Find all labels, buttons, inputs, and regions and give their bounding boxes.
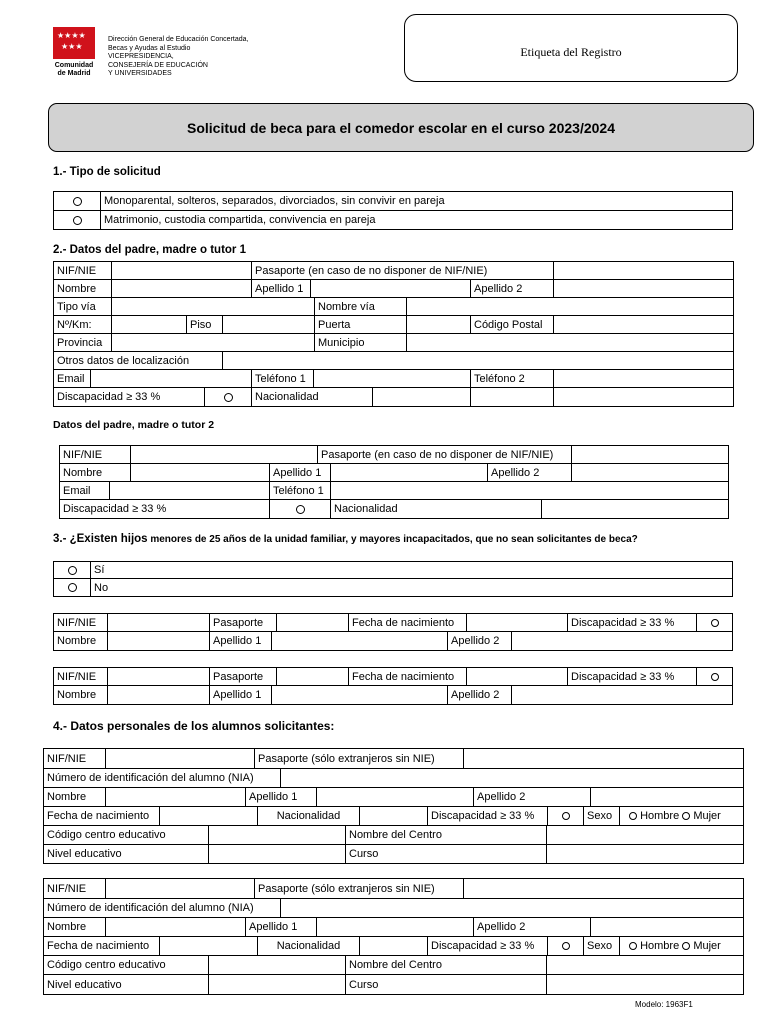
hijo1-pasaporte-field[interactable]	[276, 614, 348, 631]
alumno2-apellido2-field[interactable]	[590, 918, 743, 936]
registro-label: Etiqueta del Registro	[520, 45, 622, 59]
hijo2-discapacidad-radio[interactable]	[711, 673, 719, 681]
logo-text-line-2: de Madrid	[57, 70, 91, 77]
alumno2-codigo-centro-field[interactable]	[208, 956, 345, 974]
alumno2-nivel-field[interactable]	[208, 975, 345, 994]
hijo-2-table: NIF/NIE Pasaporte Fecha de nacimiento Discapacidad ≥ 33 % Nombre Apellido 1 Apellido 2	[53, 667, 733, 705]
tutor1-discapacidad-radio[interactable]	[224, 393, 233, 402]
alumno1-pasaporte-field[interactable]	[463, 749, 743, 768]
alumno-1-table: NIF/NIE Pasaporte (sólo extranjeros sin NIE) Número de identificación del alumno (NIA) Nombre Apellido 1 Apellido 2 Fecha de nacimiento Nacionalidad Discapacidad ≥ 33 % Sexo Hombre Mujer Código centro educativo Nombre del Centro Nivel educativo Curso	[43, 748, 744, 864]
hijo2-apellido1-field[interactable]	[271, 686, 447, 704]
tutor1-otros-field[interactable]	[222, 352, 733, 369]
hijo1-discapacidad-radio[interactable]	[711, 619, 719, 627]
tutor2-apellido2-field[interactable]	[571, 464, 728, 481]
hijo1-nombre-field[interactable]	[107, 632, 209, 650]
modelo-code: Modelo: 1963F1	[635, 1000, 693, 1009]
alumno2-nombre-centro-field[interactable]	[546, 956, 743, 974]
option-matrimonio-label: Matrimonio, custodia compartida, convivencia en pareja	[100, 211, 732, 229]
alumno1-nombre-centro-field[interactable]	[546, 826, 743, 844]
tutor-1-table: NIF/NIE Pasaporte (en caso de no disponer de NIF/NIE) Nombre Apellido 1 Apellido 2 Tipo vía Nombre vía Nº/Km: Piso Puerta Código Postal Provincia Municipio Otros datos de localización Email Teléfono 1 Teléfono 2 Discapacidad ≥ 33 % Nacionalidad	[53, 261, 734, 407]
tutor1-cp-field[interactable]	[553, 316, 733, 333]
alumno1-apellido1-field[interactable]	[316, 788, 473, 806]
alumno2-nia-field[interactable]	[280, 899, 743, 917]
section-4-title: 4.- Datos personales de los alumnos solicitantes:	[53, 719, 335, 733]
tutor2-pasaporte-field[interactable]	[571, 446, 728, 463]
tutor2-telefono1-field[interactable]	[330, 482, 728, 499]
alumno1-fecha-field[interactable]	[159, 807, 257, 825]
hijo1-apellido1-field[interactable]	[271, 632, 447, 650]
alumno2-apellido1-field[interactable]	[316, 918, 473, 936]
radio-monoparental[interactable]	[73, 197, 82, 206]
option-row[interactable]	[54, 211, 732, 229]
form-title-box	[48, 103, 754, 152]
tutor-2-title: Datos del padre, madre o tutor 2	[53, 419, 215, 431]
radio-no[interactable]	[68, 583, 77, 592]
registro-label-box	[404, 14, 738, 82]
tutor1-puerta-field[interactable]	[406, 316, 470, 333]
hijo2-pasaporte-field[interactable]	[276, 668, 348, 685]
tutor1-nacionalidad-field[interactable]	[372, 388, 470, 406]
department-name: Dirección General de Educación Concertada, Becas y Ayudas al Estudio VICEPRESIDENCIA, CONSEJERÍA DE EDUCACIÓN Y UNIVERSIDADES	[108, 36, 249, 78]
hijo2-nombre-field[interactable]	[107, 686, 209, 704]
alumno1-hombre-radio[interactable]	[629, 812, 637, 820]
alumno1-nia-field[interactable]	[280, 769, 743, 787]
hijo1-fecha-field[interactable]	[466, 614, 567, 631]
alumno1-nombre-field[interactable]	[105, 788, 245, 806]
hijo2-apellido2-field[interactable]	[511, 686, 732, 704]
option-monoparental-label: Monoparental, solteros, separados, divorciados, sin convivir en pareja	[100, 192, 732, 210]
hijo-1-table: NIF/NIE Pasaporte Fecha de nacimiento Discapacidad ≥ 33 % Nombre Apellido 1 Apellido 2	[53, 613, 733, 651]
alumno-2-table: NIF/NIE Pasaporte (sólo extranjeros sin NIE) Número de identificación del alumno (NIA) Nombre Apellido 1 Apellido 2 Fecha de nacimiento Nacionalidad Discapacidad ≥ 33 % Sexo Hombre Mujer Código centro educativo Nombre del Centro Nivel educativo Curso	[43, 878, 744, 995]
tutor1-provincia-field[interactable]	[111, 334, 314, 351]
alumno2-hombre-radio[interactable]	[629, 942, 637, 950]
tutor1-municipio-field[interactable]	[406, 334, 733, 351]
alumno1-curso-field[interactable]	[546, 845, 743, 863]
tutor-2-table: NIF/NIE Pasaporte (en caso de no disponer de NIF/NIE) Nombre Apellido 1 Apellido 2 Email Teléfono 1 Discapacidad ≥ 33 % Nacionalidad	[59, 445, 729, 519]
alumno1-discapacidad-radio[interactable]	[562, 812, 570, 820]
hijo2-fecha-field[interactable]	[466, 668, 567, 685]
tutor1-nif-field[interactable]	[111, 262, 251, 279]
tutor1-pasaporte-field[interactable]	[553, 262, 733, 279]
tutor2-nif-field[interactable]	[130, 446, 317, 463]
tutor1-telefono2-field[interactable]	[553, 370, 733, 387]
tutor1-nombre-via-field[interactable]	[406, 298, 733, 315]
radio-si[interactable]	[68, 566, 77, 575]
form-title: Solicitud de beca para el comedor escolar en el curso 2023/2024	[187, 120, 615, 136]
alumno2-discapacidad-radio[interactable]	[562, 942, 570, 950]
tutor2-email-field[interactable]	[109, 482, 269, 499]
alumno1-nacionalidad-field[interactable]	[359, 807, 427, 825]
tutor1-piso-field[interactable]	[222, 316, 314, 333]
tutor1-telefono1-field[interactable]	[313, 370, 470, 387]
alumno2-nacionalidad-field[interactable]	[359, 937, 427, 955]
option-row[interactable]	[54, 192, 732, 211]
alumno1-codigo-centro-field[interactable]	[208, 826, 345, 844]
alumno2-nif-field[interactable]	[105, 879, 254, 898]
alumno2-nombre-field[interactable]	[105, 918, 245, 936]
alumno1-apellido2-field[interactable]	[590, 788, 743, 806]
tutor1-tipo-via-field[interactable]	[111, 298, 314, 315]
tutor1-apellido1-field[interactable]	[310, 280, 470, 297]
tutor2-discapacidad-radio[interactable]	[296, 505, 305, 514]
comunidad-madrid-logo	[53, 27, 95, 79]
tipo-solicitud-table	[53, 191, 733, 230]
tutor1-numkm-field[interactable]	[111, 316, 186, 333]
alumno1-mujer-radio[interactable]	[682, 812, 690, 820]
tutor2-nacionalidad-field[interactable]	[541, 500, 728, 518]
logo-text-line-1: Comunidad	[54, 62, 94, 69]
section-3-title: 3.- ¿Existen hijos menores de 25 años de la unidad familiar, y mayores incapacitados, que no sean solicitantes de beca?	[53, 533, 638, 545]
alumno1-nivel-field[interactable]	[208, 845, 345, 863]
alumno2-curso-field[interactable]	[546, 975, 743, 994]
tutor1-apellido2-field[interactable]	[553, 280, 733, 297]
star-flag-icon: ★★★★ ★★★	[53, 27, 95, 59]
alumno2-pasaporte-field[interactable]	[463, 879, 743, 898]
hijo1-nif-field[interactable]	[107, 614, 209, 631]
alumno2-fecha-field[interactable]	[159, 937, 257, 955]
alumno2-mujer-radio[interactable]	[682, 942, 690, 950]
tutor2-nombre-field[interactable]	[130, 464, 269, 481]
hijo2-nif-field[interactable]	[107, 668, 209, 685]
hijo1-apellido2-field[interactable]	[511, 632, 732, 650]
tutor1-nombre-field[interactable]	[111, 280, 251, 297]
section-2-title: 2.- Datos del padre, madre o tutor 1	[53, 244, 246, 256]
existen-hijos-table: Sí No	[53, 561, 733, 597]
alumno1-nif-field[interactable]	[105, 749, 254, 768]
radio-matrimonio[interactable]	[73, 216, 82, 225]
tutor1-email-field[interactable]	[90, 370, 251, 387]
section-1-title: 1.- Tipo de solicitud	[53, 166, 161, 178]
tutor2-apellido1-field[interactable]	[330, 464, 487, 481]
